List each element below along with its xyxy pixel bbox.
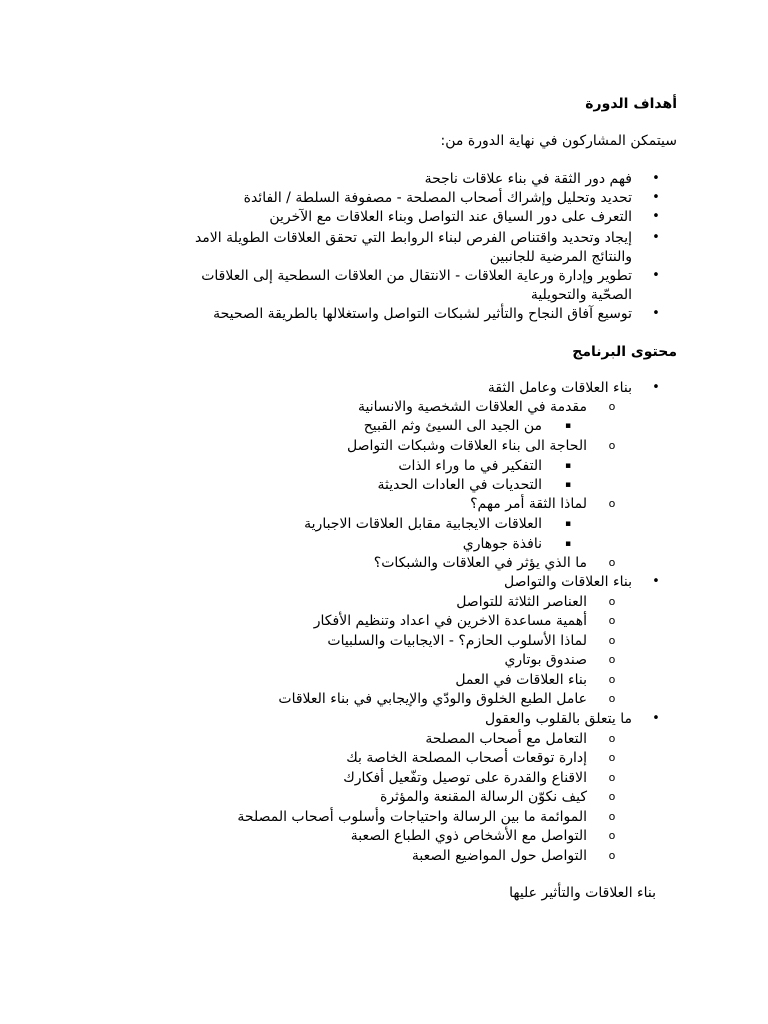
square-marker: ▪: [564, 421, 572, 431]
outline-item-l2: التواصل مع الأشخاص ذوي الطباع الصعبة: [350, 828, 587, 844]
outline-item-l2: كيف نكوّن الرسالة المقنعة والمؤثرة: [380, 789, 587, 805]
outline-item-l2: لماذا الأسلوب الحازم؟ - الايجابيات والسلبيات: [327, 633, 587, 649]
outline-item-l2: الموائمة ما بين الرسالة واحتياجات وأسلوب أصحاب المصلحة: [237, 809, 587, 825]
list-item-continuation: والنتائج المرضية للجانبين: [489, 249, 632, 265]
bullet-marker: •: [652, 380, 660, 395]
outline-item-l2: مقدمة في العلاقات الشخصية والانسانية: [358, 399, 587, 415]
outline-item-l1: ما يتعلق بالقلوب والعقول: [484, 711, 632, 727]
outline-item-l1: بناء العلاقات والتواصل: [503, 574, 632, 590]
bullet-marker: •: [652, 574, 660, 589]
heading-content: محتوى البرنامج: [572, 344, 677, 360]
list-item-continuation: الصحّية والتحويلية: [530, 287, 632, 303]
outline-item-l2: عامل الطبع الخلوق والودّي والإيجابي في بناء العلاقات: [278, 691, 587, 707]
list-item: تحديد وتحليل وإشراك أصحاب المصلحة - مصفوفة السلطة / الفائدة: [243, 190, 632, 206]
circle-marker: o: [608, 400, 616, 413]
bullet-marker: •: [652, 306, 660, 321]
circle-marker: o: [608, 556, 616, 569]
bullet-marker: •: [652, 711, 660, 726]
circle-marker: o: [608, 673, 616, 686]
circle-marker: o: [608, 692, 616, 705]
list-item: توسيع آفاق النجاح والتأثير لشبكات التواصل واستغلالها بالطريقة الصحيحة: [213, 306, 632, 322]
outline-item-l2: بناء العلاقات في العمل: [455, 672, 587, 688]
circle-marker: o: [608, 751, 616, 764]
outline-item-l2: العناصر الثلاثة للتواصل: [456, 594, 587, 610]
outline-item-l2: التواصل حول المواضيع الصعبة: [411, 848, 587, 864]
circle-marker: o: [608, 732, 616, 745]
bullet-marker: •: [652, 230, 660, 245]
square-marker: ▪: [564, 480, 572, 490]
intro-text: سيتمكن المشاركون في نهاية الدورة من:: [440, 133, 677, 149]
outline-item-l2: التعامل مع أصحاب المصلحة: [425, 731, 587, 747]
bullet-marker: •: [652, 171, 660, 186]
closing-text: بناء العلاقات والتأثير عليها: [509, 885, 656, 901]
bullet-marker: •: [652, 209, 660, 224]
outline-item-l3: نافذة جوهاري: [462, 536, 542, 552]
square-marker: ▪: [564, 461, 572, 471]
square-marker: ▪: [564, 539, 572, 549]
outline-item-l1: بناء العلاقات وعامل الثقة: [487, 380, 632, 396]
outline-item-l2: صندوق بوتاري: [504, 652, 587, 668]
circle-marker: o: [608, 497, 616, 510]
bullet-marker: •: [652, 268, 660, 283]
circle-marker: o: [608, 653, 616, 666]
outline-item-l2: ما الذي يؤثر في العلاقات والشبكات؟: [373, 555, 587, 571]
outline-item-l2: الاقناع والقدرة على توصيل وتفّعيل أفكارك: [343, 770, 587, 786]
list-item: إيجاد وتحديد واقتناص الفرص لبناء الروابط التي تحقق العلاقات الطويلة الامد: [194, 230, 632, 246]
outline-item-l2: أهمية مساعدة الاخرين في اعداد وتنظيم الأفكار: [313, 613, 587, 629]
circle-marker: o: [608, 849, 616, 862]
outline-item-l2: إدارة توقعات أصحاب المصلحة الخاصة بك: [346, 750, 587, 766]
outline-item-l2: لماذا الثقة أمر مهم؟: [470, 496, 587, 512]
circle-marker: o: [608, 771, 616, 784]
circle-marker: o: [608, 614, 616, 627]
heading-objectives: أهداف الدورة: [585, 96, 677, 112]
outline-item-l3: التحديات في العادات الحديثة: [377, 477, 542, 493]
circle-marker: o: [608, 790, 616, 803]
outline-item-l3: من الجيد الى السيئ وثم القبيح: [363, 418, 542, 434]
bullet-marker: •: [652, 190, 660, 205]
circle-marker: o: [608, 810, 616, 823]
circle-marker: o: [608, 595, 616, 608]
outline-item-l3: العلاقات الايجابية مقابل العلاقات الاجبارية: [304, 516, 542, 532]
circle-marker: o: [608, 829, 616, 842]
circle-marker: o: [608, 439, 616, 452]
list-item: تطوير وإدارة ورعاية العلاقات - الانتقال من العلاقات السطحية إلى العلاقات: [201, 268, 632, 284]
list-item: التعرف على دور السياق عند التواصل وبناء العلاقات مع الآخرين: [269, 209, 632, 225]
outline-item-l2: الحاجة الى بناء العلاقات وشبكات التواصل: [347, 438, 587, 454]
list-item: فهم دور الثقة في بناء علاقات ناجحة: [424, 171, 632, 187]
circle-marker: o: [608, 634, 616, 647]
outline-item-l3: التفكير في ما وراء الذات: [398, 458, 542, 474]
square-marker: ▪: [564, 519, 572, 529]
